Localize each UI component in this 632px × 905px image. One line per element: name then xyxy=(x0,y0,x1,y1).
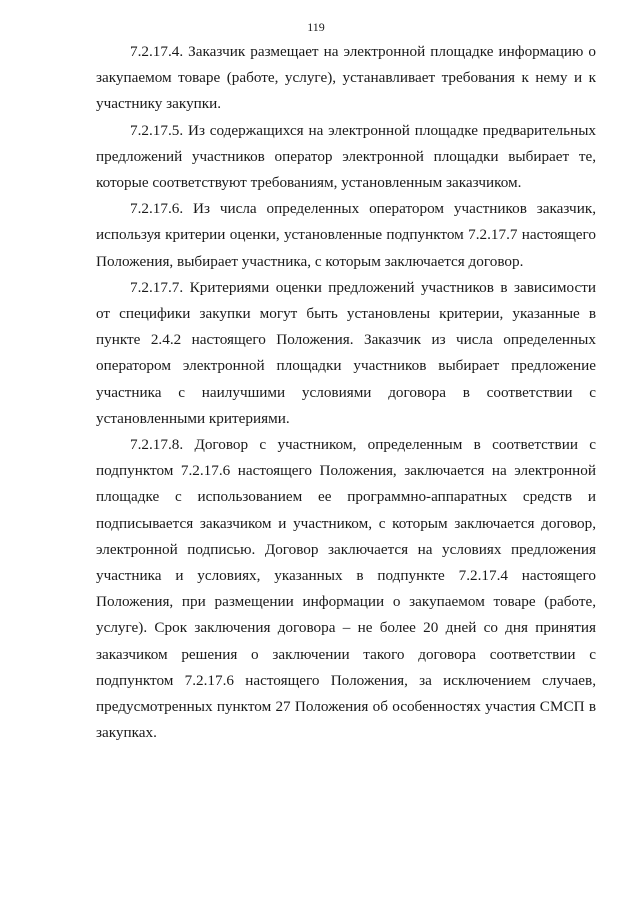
paragraph-7-2-17-6: 7.2.17.6. Из числа определенных оператором участников заказчик, используя критерии оценки, установленные подпунктом 7.2.17.7 настоящего Положения, выбирает участника, с которым заключается договор. xyxy=(96,200,596,270)
document-body xyxy=(96,39,596,746)
paragraph-7-2-17-4: 7.2.17.4. Заказчик размещает на электронной площадке информацию о закупаемом товаре (работе, услуге), устанавливает требования к нему и к участнику закупки. xyxy=(96,43,596,113)
page-number: 119 xyxy=(307,20,325,34)
paragraph-7-2-17-5: 7.2.17.5. Из содержащихся на электронной площадке предварительных предложений участников оператор электронной площадки выбирает те, которые соответствуют требованиям, установленным заказчиком. xyxy=(96,121,596,192)
paragraph-7-2-17-7: 7.2.17.7. Критериями оценки предложений участников в зависимости от специфики закупки могут быть установлены критерии, указанные в пункте 2.4.2 настоящего Положения. Заказчик из числа определенных оператором электронной площадки участников выбирает предложение участника с наилучшими условиями договора в соответствии с установленными критериями. xyxy=(96,278,596,427)
paragraph-7-2-17-8: 7.2.17.8. Договор с участником, определенным в соответствии с подпунктом 7.2.17.6 настоящего Положения, заключается на электронной площадке с использованием ее программно-аппаратных средств и подписывается заказчиком и участником, с которым заключается договор, электронной подписью. Договор заключается на условиях предложения участника и условиях, указанных в подпункте 7.2.17.4 настоящего Положения, при размещении информации о закупаемом товаре (работе, услуге). Срок заключения договора – не более 20 дней со дня принятия заказчиком решения о заключении такого договора соответствии с подпунктом 7.2.17.6 настоящего Положения, за исключением случаев, предусмотренных пунктом 27 Положения об особенностях участия СМСП в закупках. xyxy=(96,436,596,742)
